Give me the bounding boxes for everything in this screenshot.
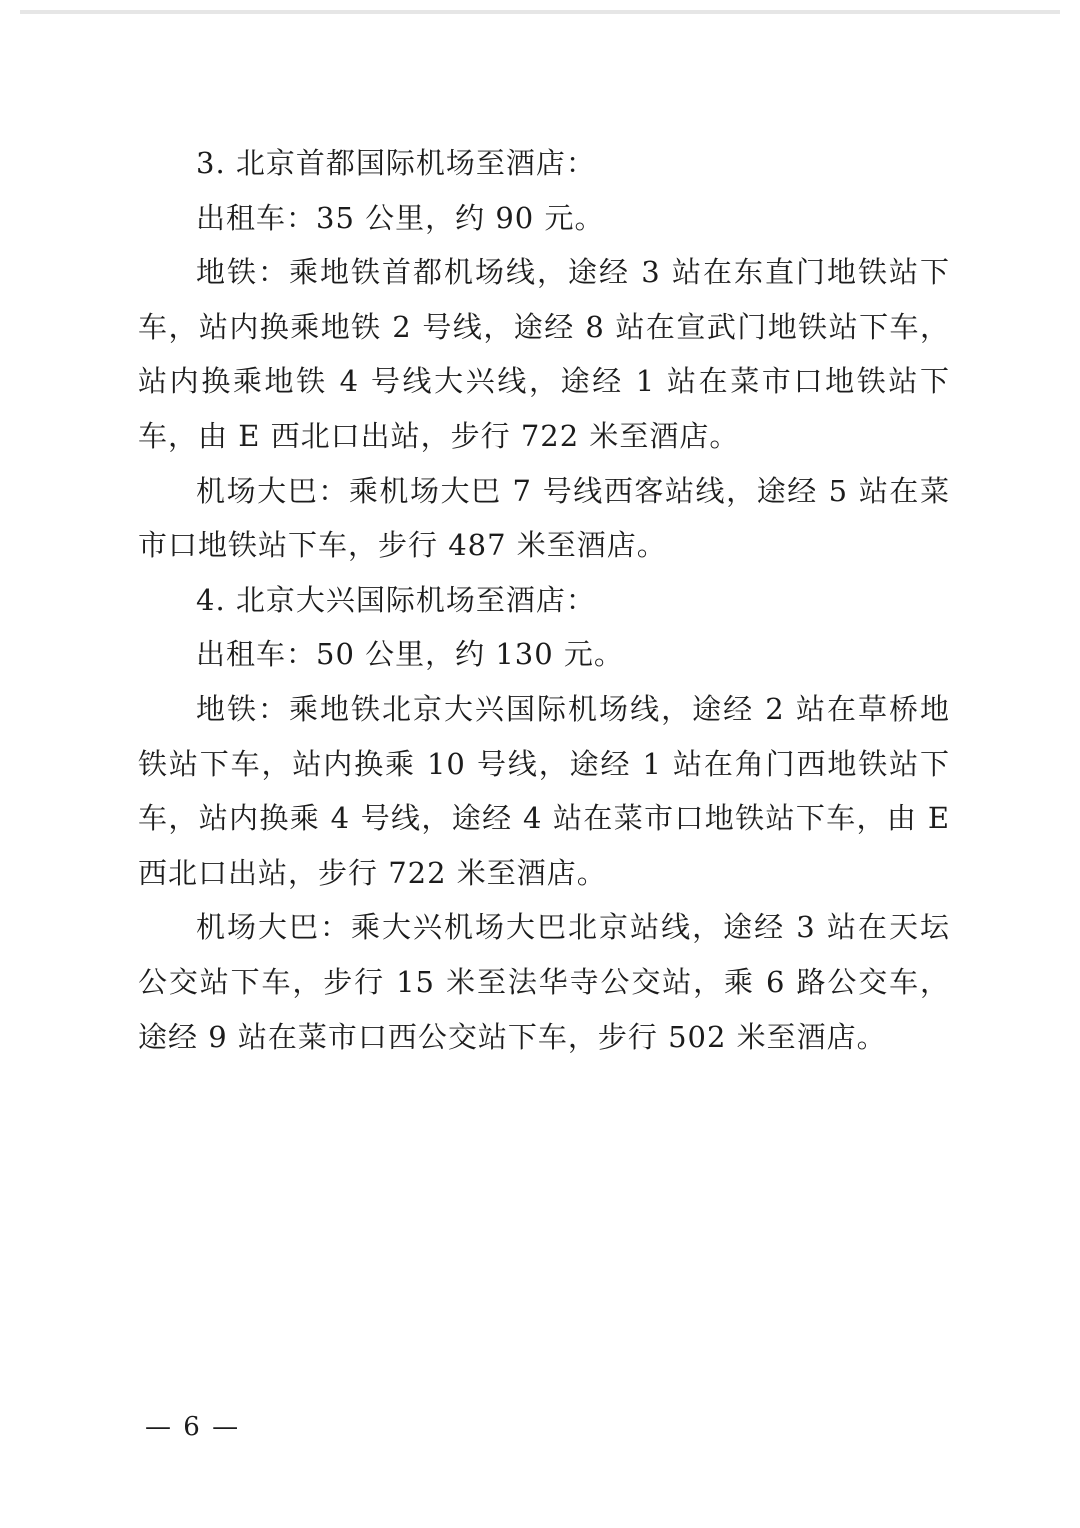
- section-heading-daxing-airport: 4. 北京大兴国际机场至酒店：: [196, 582, 596, 617]
- taxi-daxing-airport: 出租车：50 公里，约 130 元。: [196, 637, 624, 672]
- bus-daxing-airport: 机场大巴：乘大兴机场大巴北京站线，途经 3 站在天坛公交站下车，步行 15 米至法华寺公交站，乘 6 路公交车，途经 9 站在菜市口西公交站下车，步行 502 米至酒店。: [138, 910, 950, 1054]
- bus-capital-airport: 机场大巴：乘机场大巴 7 号线西客站线，途经 5 站在菜市口地铁站下车，步行 487 米至酒店。: [138, 473, 950, 563]
- taxi-capital-airport: 出租车：35 公里，约 90 元。: [196, 200, 605, 235]
- subway-daxing-airport: 地铁：乘地铁北京大兴国际机场线，途经 2 站在草桥地铁站下车，站内换乘 10 号线，途经 1 站在角门西地铁站下车，站内换乘 4 号线，途经 4 站在菜市口地铁站下车，由 E 西北口出站，步行 722 米至酒店。: [138, 691, 950, 890]
- scan-edge-line: [20, 10, 1060, 14]
- subway-capital-airport: 地铁：乘地铁首都机场线，途经 3 站在东直门地铁站下车，站内换乘地铁 2 号线，途经 8 站在宣武门地铁站下车，站内换乘地铁 4 号线大兴线，途经 1 站在菜市口地铁站下车，由 E 西北口出站，步行 722 米至酒店。: [138, 255, 950, 453]
- section-heading-capital-airport: 3. 北京首都国际机场至酒店：: [196, 146, 596, 180]
- body-text: [138, 136, 950, 1064]
- page-number: — 6 —: [145, 1412, 241, 1442]
